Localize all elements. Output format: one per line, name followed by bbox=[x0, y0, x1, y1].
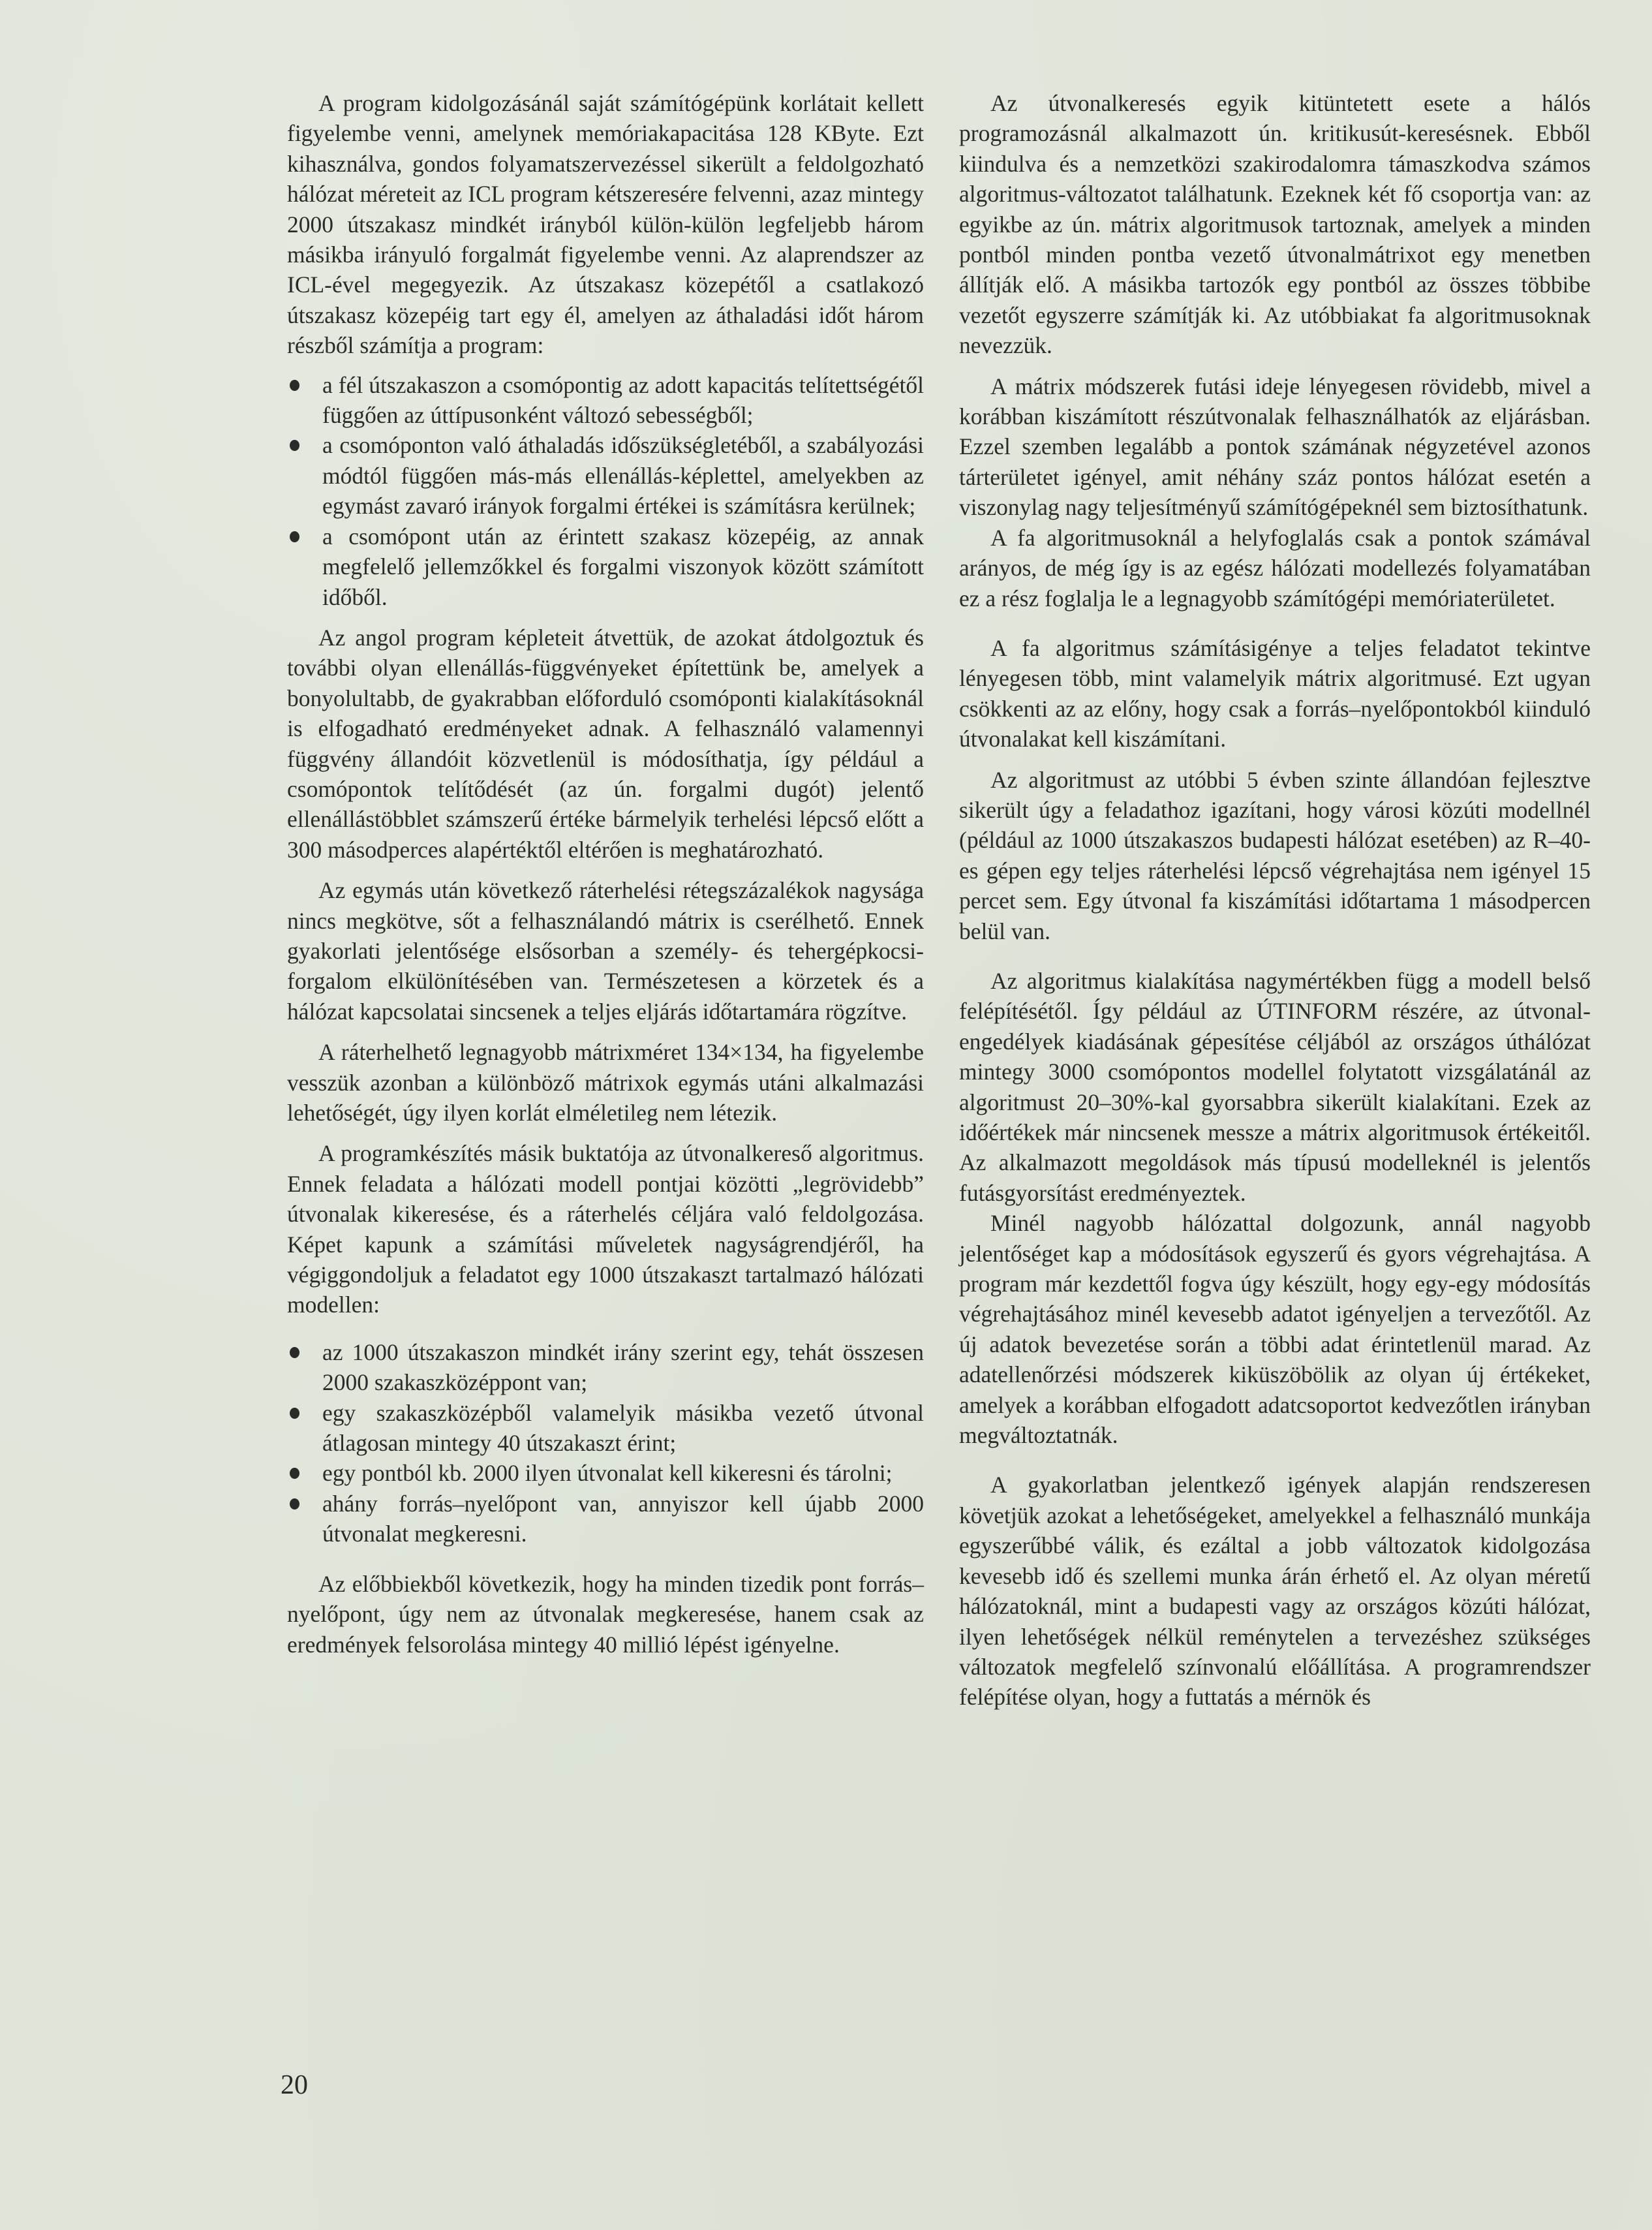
bullet-icon bbox=[290, 1408, 299, 1419]
paragraph: A gyakorlatban jelentkező igények alapján rendszeresen követjük azokat a lehetőségeket, amelyekkel a felhasználó munkája egyszerűbbé válik, és ezáltal a jobb változatok kidolgozása kevesebb idő és szellemi munka árán érhető el. Az olyan méretű hálózatoknál, mint a budapesti vagy az országos közúti hálózat, ilyen lehetőségek nélkül reménytelen a tervezéshez szükséges változatok megfelelő színvonalú előállítása. A programrendszer felépítése olyan, hogy a futtatás a mérnök és bbox=[959, 1472, 1591, 1711]
paragraph: A program kidolgozásánál saját számítógépünk korlátait kellett figyelembe venni, amelynek memóriakapacitása 128 KByte. Ezt kihasználva, gondos folyamatszervezéssel sikerült a feldolgozható hálózat méreteit az ICL program kétszeresére felvenni, azaz mintegy 2000 útszakasz mindkét irányból külön-külön legfeljebb három másikba irányuló forgalmát figyelembe venni. Az alaprendszer az ICL-ével megegyezik. Az útszakasz közepétől a csatlakozó útszakasz közepéig tart egy él, amelyen az áthaladási időt három részből számítja a program: bbox=[287, 90, 924, 359]
page-number: 20 bbox=[281, 2070, 308, 2100]
list-item bbox=[287, 521, 924, 612]
list-item-text: a csomóponton való áthaladás időszükségletéből, a szabályozási módtól függően más-más ellenállás-képlettel, amelyekben az egymást zavaró irányok forgalmi értékei is számításra kerülnek; bbox=[322, 432, 924, 519]
paragraph: Az előbbiekből következik, hogy ha minden tizedik pont forrás–nyelőpont, úgy nem az útvonalak megkeresése, hanem csak az eredmények felsorolása mintegy 40 millió lépést igényelne. bbox=[287, 1570, 924, 1658]
paragraph: A programkészítés másik buktatója az útvonalkereső algoritmus. Ennek feladata a hálózati modell pontjai közötti „legrövidebb” útvonalak kikeresése, és a ráterhelés céljára való feldolgozása. Képet kapunk a számítási műveletek nagyságrendjéről, ha végiggondoljuk a feladatot egy 1000 útszakaszt tartalmazó hálózati modellen: bbox=[287, 1140, 924, 1318]
paragraph: Az algoritmust az utóbbi 5 évben szinte állandóan fejlesztve sikerült úgy a feladathoz igazítani, hogy városi közúti modellnél (például az 1000 útszakaszos budapesti hálózat esetében) az R–40-es gépen egy teljes ráterhelési lépcső végrehajtása nem igényel 15 percet sem. Egy útvonal fa kiszámítási időtartama 1 másodpercen belül van. bbox=[959, 766, 1591, 944]
list-item bbox=[287, 1489, 924, 1549]
bullet-icon bbox=[290, 1498, 299, 1510]
list-item-text: egy szakaszközépből valamelyik másikba vezető útvonal átlagosan mintegy 40 útszakaszt érint; bbox=[322, 1399, 924, 1457]
bullet-icon bbox=[290, 380, 299, 391]
list-item bbox=[287, 370, 924, 431]
paragraph: Az egymás után következő ráterhelési rétegszázalékok nagysága nincs megkötve, sőt a felhasználandó mátrix is cserélhető. Ennek gyakorlati jelentősége elsősorban a személy- és tehergépkocsi-forgalom elkülönítésében van. Természetesen a körzetek és a hálózat kapcsolatai sincsenek a teljes eljárás időtartamára rögzítve. bbox=[287, 877, 924, 1025]
list-item bbox=[287, 1337, 924, 1398]
paragraph: A ráterhelhető legnagyobb mátrixméret 134×134, ha figyelembe vesszük azonban a különböző mátrixok egymás utáni alkalmazási lehetőségét, úgy ilyen korlát elméletileg nem létezik. bbox=[287, 1039, 924, 1126]
list-item-text: ahány forrás–nyelőpont van, annyiszor kell újabb 2000 útvonalat megkeresni. bbox=[322, 1490, 924, 1547]
list-item-text: az 1000 útszakaszon mindkét irány szerint egy, tehát összesen 2000 szakaszközéppont van; bbox=[322, 1339, 924, 1396]
list-item-text: egy pontból kb. 2000 ilyen útvonalat kell kikeresni és tárolni; bbox=[322, 1460, 893, 1487]
paragraph: Az angol program képleteit átvettük, de azokat átdolgoztuk és további olyan ellenállás-függvényeket építettünk be, amelyek a bonyolultabb, de gyakrabban előforduló csomóponti kialakításoknál is elfogadható eredményeket adnak. A felhasználó valamennyi függvény állandóit közvetlenül is módosíthatja, így például a csomópontok telítődését (az ún. forgalmi dugót) jelentő ellenállástöbblet számszerű értéke bármelyik terhelési lépcső előtt a 300 másodperces alapértéktől eltérően is meghatározható. bbox=[287, 624, 924, 863]
bullet-list-computation-steps bbox=[287, 1337, 924, 1549]
bullet-icon bbox=[290, 1468, 299, 1479]
list-item bbox=[287, 1458, 924, 1488]
list-item-text: a csomópont után az érintett szakasz közepéig, az annak megfelelő jellemzőkkel és forgalmi viszonyok között számított időből. bbox=[322, 523, 924, 610]
right-column bbox=[959, 88, 1591, 1712]
bullet-icon bbox=[290, 440, 299, 451]
paragraph: Minél nagyobb hálózattal dolgozunk, annál nagyobb jelentőséget kap a módosítások egyszerű és gyors végrehajtása. A program már kezdettől fogva úgy készült, hogy egy-egy módosítás végrehajtásához minél kevesebb adatot igényeljen a tervezőtől. Az új adatok bevezetése során a többi adat érintetlenül marad. Az adatellenőrzési módszerek kiküszöbölik az olyan új értékeket, amelyek a korábban elfogadott adatcsoportot kedvezőtlen irányban megváltoztatnák. bbox=[959, 1210, 1591, 1449]
paragraph: A fa algoritmus számításigénye a teljes feladatot tekintve lényegesen több, mint valamelyik mátrix algoritmusé. Ezt ugyan csökkenti az az előny, hogy csak a forrás–nyelőpontokból kiinduló útvonalakat kell kiszámítani. bbox=[959, 634, 1591, 752]
list-item bbox=[287, 430, 924, 521]
paragraph: A mátrix módszerek futási ideje lényegesen rövidebb, mivel a korábban kiszámított részútvonalak felhasználhatók az eljárásban. Ezzel szemben legalább a pontok számának négyzetével azonos tárterületet igényel, amit néhány száz pontos hálózat esetén a viszonylag nagy teljesítményű számítógépeknél sem biztosíthatunk. bbox=[959, 373, 1591, 521]
left-column bbox=[287, 88, 924, 1660]
list-item bbox=[287, 1398, 924, 1459]
list-item-text: a fél útszakaszon a csomópontig az adott kapacitás telítettségétől függően az úttípusonként változó sebességből; bbox=[322, 371, 924, 429]
paragraph: Az algoritmus kialakítása nagymértékben függ a modell belső felépítésétől. Így például az ÚTINFORM részére, az útvonal-engedélyek kiadásának gépesítése céljából az országos úthálózat mintegy 3000 csomópontos modellel folytatott vizsgálatánál az algoritmust 20–30%-kal gyorsabbra sikerült kialakítani. Ezek az időértékek már nincsenek messze a mátrix algoritmusok értékeitől. Az alkalmazott megoldások más típusú modelleknél is jelentős futásgyorsítást eredményeztek. bbox=[959, 967, 1591, 1206]
bullet-icon bbox=[290, 1347, 299, 1358]
paragraph: Az útvonalkeresés egyik kitüntetett esete a hálós programozásnál alkalmazott ún. kritikusút-keresésnek. Ebből kiindulva és a nemzetközi szakirodalomra támaszkodva számos algoritmus-változatot találhatunk. Ezeknek két fő csoportja van: az egyikbe az ún. mátrix algoritmusok tartoznak, amelyek a minden pontból minden pontba vezető útvonalmátrixot egy menetben állítják elő. A másikba tartozók egy pontból az összes többibe vezetőt egyszerre számítják ki. Az utóbbiakat fa algoritmusoknak nevezzük. bbox=[959, 90, 1591, 359]
paragraph: A fa algoritmusoknál a helyfoglalás csak a pontok számával arányos, de még így is az egész hálózati modellezés folyamatában ez a rész foglalja le a legnagyobb számítógépi memóriaterületet. bbox=[959, 524, 1591, 612]
bullet-icon bbox=[290, 531, 299, 542]
bullet-list-resistance-components bbox=[287, 370, 924, 612]
